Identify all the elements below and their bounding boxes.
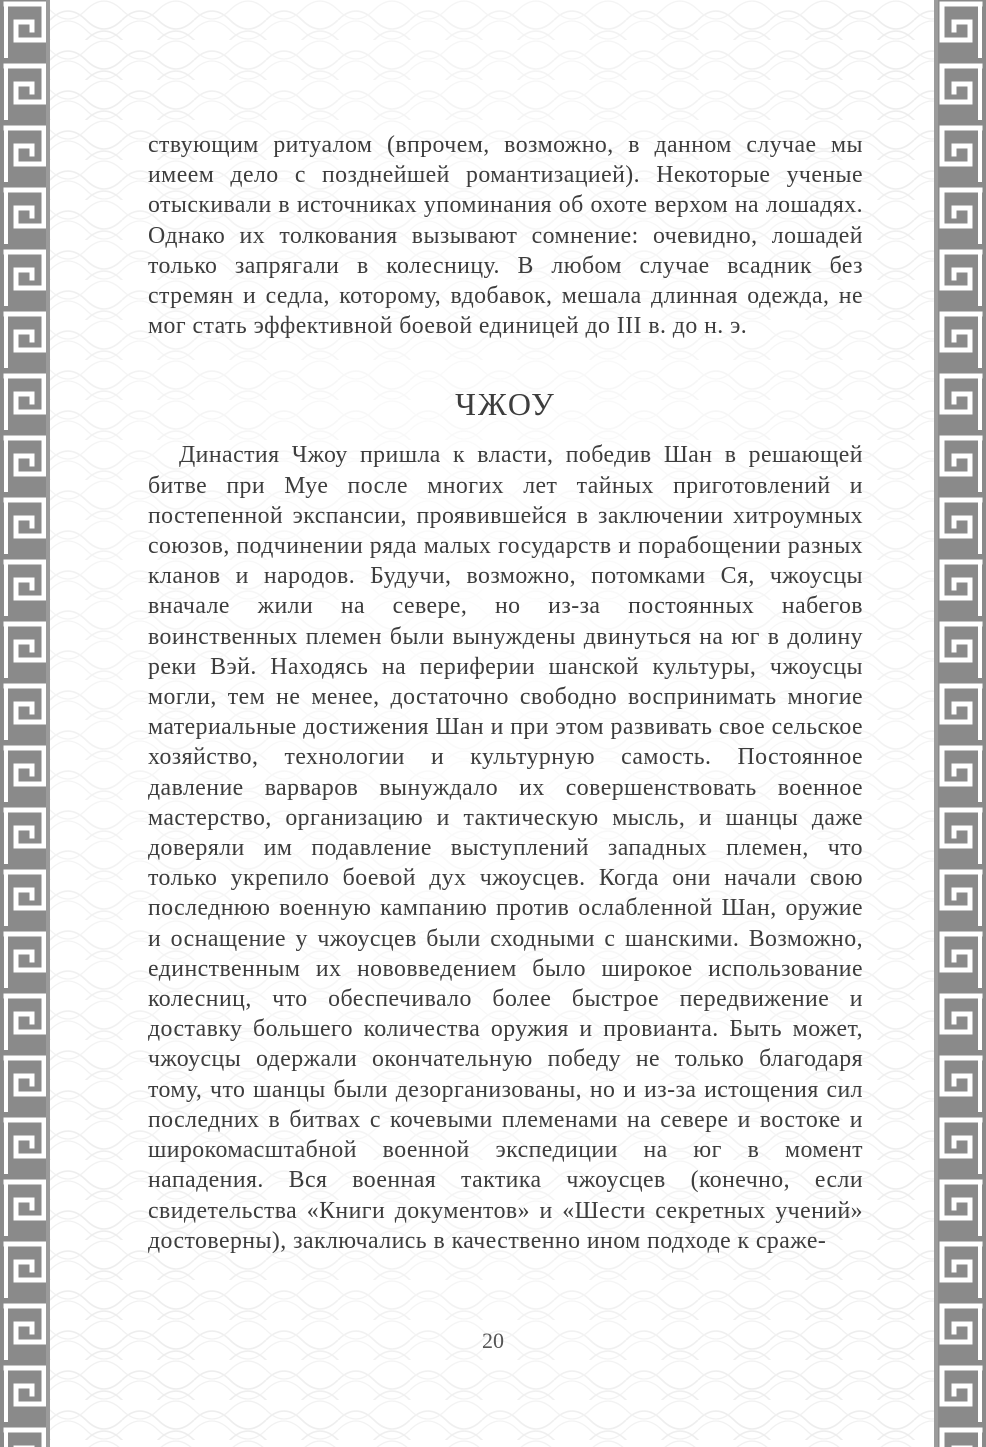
greek-key-border-icon [934,0,986,1447]
greek-key-border-icon [0,0,50,1447]
left-border [0,0,50,1447]
chapter-title: ЧЖОУ [455,386,556,423]
main-paragraph: Династия Чжоу пришла к власти, победив Шан в решающей битве при Муе после многих лет тайных приготовлений и постепенной экспансии, проявившейся в заключении хитроумных союзов, подчинении ряда малых государств и порабощении разных кланов и народов. Будучи, возможно, потомками Ся, чжоусцы вначале жили на севере, но из-за постоянных набегов воинственных племен были вынуждены двинуться на юг в долину реки Вэй. Находясь на периферии шанской культуры, чжоусцы могли, тем не менее, достаточно свободно воспринимать многие материальные достижения Шан и при этом развивать свое сельское хозяйство, технологии и культурную самость. Постоянное давление варваров вынуждало их совершенствовать военное мастерство, организацию и тактическую мысль, и шанцы даже доверяли им подавление выступлений западных племен, что только укрепило боевой дух чжоусцев. Когда они начали свою последнюю военную кампанию против ослабленной Шан, оружие и оснащение у чжоусцев были сходными с шанскими. Возможно, единственным их нововведением было широкое использование колесниц, что обеспечивало более быстрое передвижение и доставку большего количества оружия и провианта. Быть может, чжоусцы одержали окончательную победу не только благодаря тому, что шанцы были дезорганизованы, но и из-за истощения сил последних в битвах с кочевыми племенами на севере и востоке и широкомасштабной военной экспедиции на юг в момент нападения. Вся военная тактика чжоусцев (конечно, если свидетельства «Книги документов» и «Шести секретных учений» достоверны), заключались в качественно ином подходе к сраже- [148,442,863,1254]
page-text [148,130,863,1256]
page-number: 20 [482,1328,504,1353]
intro-paragraph: ствующим ритуалом (впрочем, возможно, в данном случае мы имеем дело с позднейшей романтизацией). Некоторые ученые отыскивали в источниках упоминания об охоте верхом на лошадях. Однако их толкования вызывают сомнение: очевидно, лошадей только запрягали в колесницу. В любом случае всадник без стремян и седла, которому, вдобавок, мешала длинная одежда, не мог стать эффективной боевой единицей до III в. до н. э. [148,132,863,340]
right-border [934,0,986,1447]
